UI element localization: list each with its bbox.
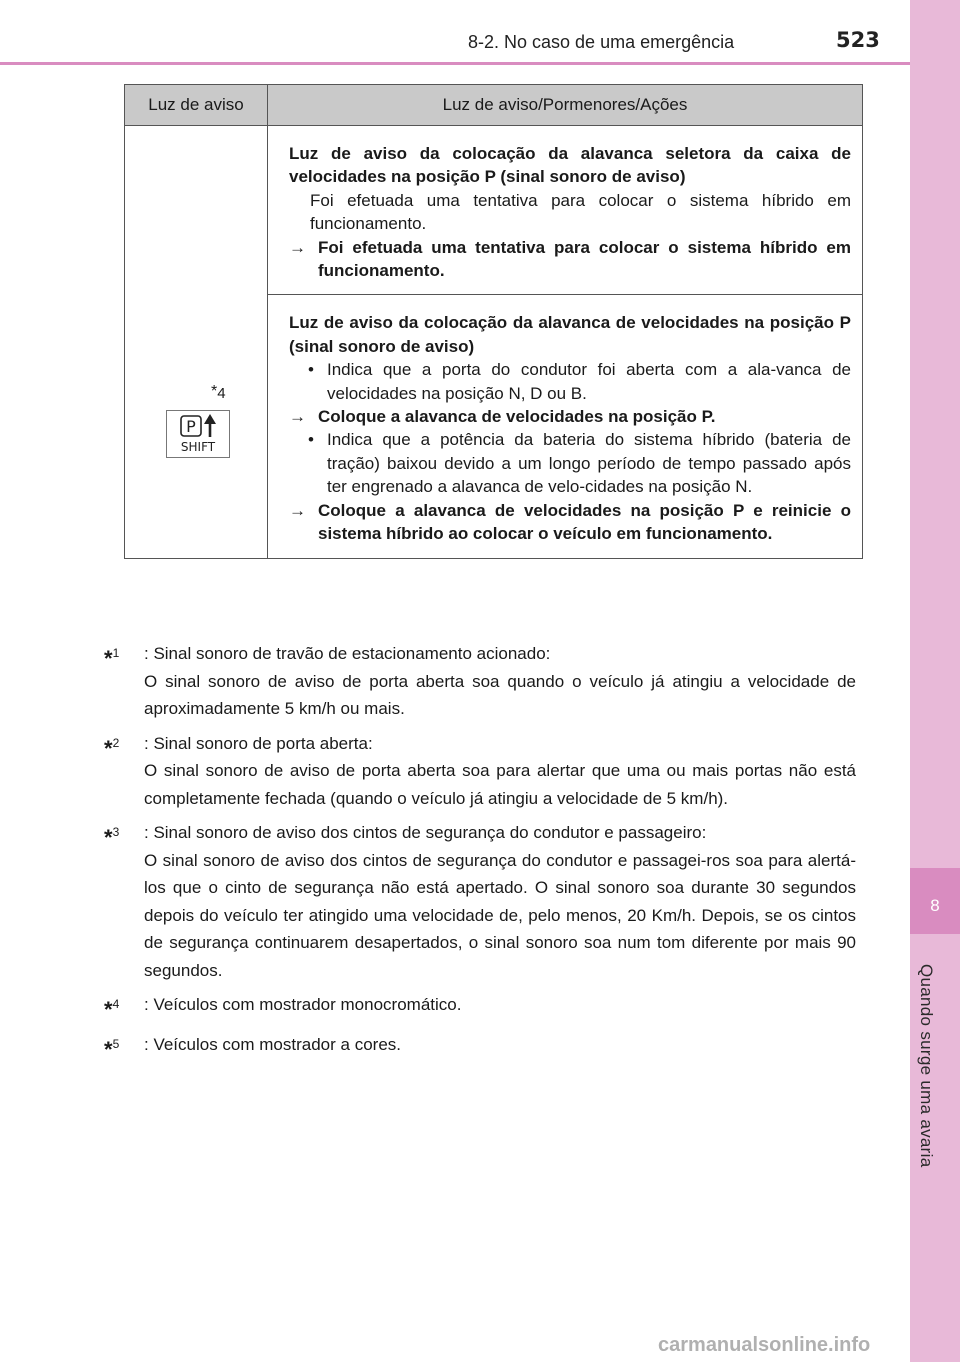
svg-text:SHIFT: SHIFT <box>180 440 216 454</box>
arrow-icon: → <box>289 237 306 257</box>
entry-bullet: • Indica que a porta do condutor foi aberta com a ala-vanca de velocidades na posição N, D ou B. <box>308 358 851 405</box>
arrow-icon: → <box>289 500 306 520</box>
footnote-item: *$^3$ : Sinal sonoro de aviso dos cintos de segurança do condutor e passageiro: O sinal sonoro de aviso dos cintos de segurança do condutor e passagei-ros soa para alertá-los que o cinto de segurança não está apertado. O sinal sonoro soa durante 30 segundos depois do veículo ter atingido uma velocidade de, pelo menos, 20 Km/h. Depois, se os cintos de segurança continuarem desapertados, o sinal sonoro soa num tom diferente por mais 90 segundos. <box>104 819 856 984</box>
footnote-heading: : Sinal sonoro de aviso dos cintos de segurança do condutor e passageiro: <box>144 823 707 842</box>
watermark: carmanualsonline.info <box>658 1334 871 1356</box>
table-header-row <box>125 85 863 126</box>
footnote-body: O sinal sonoro de aviso de porta aberta soa para alertar que uma ou mais portas não está completamente fechada (quando o veículo já atingiu a velocidade de 5 km/h). <box>144 761 856 808</box>
svg-text:P: P <box>186 417 196 436</box>
entry-action: → Coloque a alavanca de velocidades na posição P. <box>289 405 851 428</box>
entry-title: Luz de aviso da colocação da alavanca de velocidades na posição P (sinal sonoro de aviso) <box>289 313 851 356</box>
footnote-heading: : Veículos com mostrador a cores. <box>144 1034 401 1054</box>
footnote-heading: : Sinal sonoro de travão de estacionamento acionado: <box>144 644 551 663</box>
bullet-icon: • <box>308 360 314 380</box>
footnotes <box>104 640 856 1070</box>
warning-light-table <box>124 84 863 559</box>
entry-bullet: • Indica que a potência da bateria do sistema híbrido (bateria de tração) baixou devido a um longo período de tempo passado após ter engrenado a alavanca de velo-cidades na posição N. <box>308 428 851 498</box>
bullet-icon: • <box>308 430 314 450</box>
section-title: 8-2. No caso de uma emergência <box>468 32 735 52</box>
entry-title: Luz de aviso da colocação da alavanca seletora da caixa de velocidades na posição P (sinal sonoro de aviso) <box>289 144 851 187</box>
footnote-item: *$^5$ : Veículos com mostrador a cores. <box>104 1031 856 1064</box>
warning-entry-1 <box>268 126 863 295</box>
table-row <box>125 126 863 295</box>
entry-action: → Foi efetuada uma tentativa para colocar o sistema híbrido em funcionamento. <box>289 236 851 283</box>
chapter-title: Quando surge uma avaria <box>917 964 936 1168</box>
page-number: 523 <box>836 28 880 52</box>
warning-entry-2 <box>268 295 863 558</box>
footnote-item: *$^2$ : Sinal sonoro de porta aberta: O sinal sonoro de aviso de porta aberta soa para alertar que uma ou mais portas não está completamente fechada (quando o veículo já atingiu a velocidade de 5 km/h). <box>104 730 856 813</box>
footnote-heading: : Veículos com mostrador monocromático. <box>144 995 462 1014</box>
footnote-body: O sinal sonoro de aviso dos cintos de segurança do condutor e passagei-ros soa para alertá-los que o cinto de segurança não está apertado. O sinal sonoro soa durante 30 segundos depois do veículo ter atingido uma velocidade de, pelo menos, 20 Km/h. Depois, se os cintos de segurança continuarem desapertados, o sinal sonoro soa num tom diferente por mais 90 segundos. <box>144 850 856 980</box>
shift-p-warning-icon <box>166 410 230 458</box>
lamp-footnote-ref: *4 <box>211 383 226 402</box>
entry-action: → Coloque a alavanca de velocidades na posição P e reinicie o sistema híbrido ao colocar o veículo em funcionamento. <box>289 499 851 546</box>
entry-text: Foi efetuada uma tentativa para colocar o sistema híbrido em funcionamento. <box>310 190 851 234</box>
chapter-side-tab <box>910 0 960 1362</box>
page-header <box>0 0 910 64</box>
footnote-body: O sinal sonoro de aviso de porta aberta soa quando o veículo já atingiu a velocidade de aproximadamente 5 km/h ou mais. <box>144 671 856 718</box>
footnote-item: *$^4$ : Veículos com mostrador monocromático. <box>104 991 856 1024</box>
header-rule <box>0 62 910 65</box>
warning-lamp-cell <box>125 126 268 559</box>
column-header-details: Luz de aviso/Pormenores/Ações <box>268 85 863 126</box>
footnote-item: *$^1$ : Sinal sonoro de travão de estacionamento acionado: O sinal sonoro de aviso de porta aberta soa quando o veículo já atingiu a velocidade de aproximadamente 5 km/h ou mais. <box>104 640 856 723</box>
footnote-heading: : Sinal sonoro de porta aberta: <box>144 733 373 753</box>
column-header-lamp: Luz de aviso <box>125 85 268 126</box>
arrow-icon: → <box>289 407 306 427</box>
chapter-number: 8 <box>930 896 940 915</box>
